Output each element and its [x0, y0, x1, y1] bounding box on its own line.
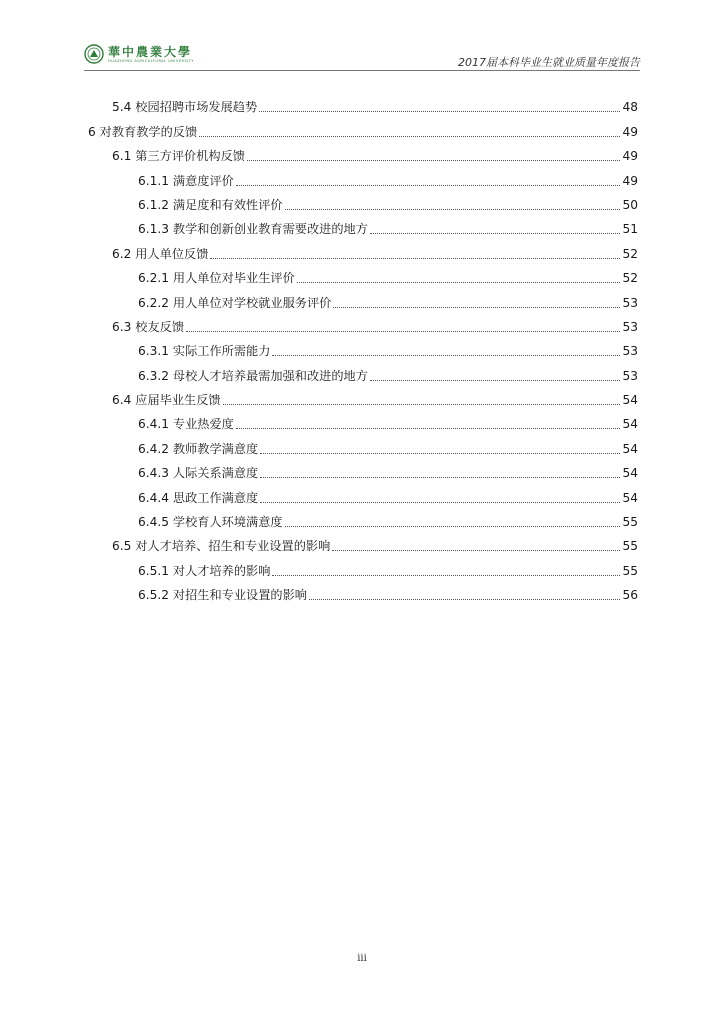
toc-entry[interactable]	[88, 554, 638, 578]
dot-leader	[370, 380, 621, 381]
dot-leader	[259, 111, 620, 112]
toc-entry-title: 6.4.4 思政工作满意度	[138, 490, 259, 505]
page-header	[84, 44, 640, 74]
toc-entry-title: 6.4.3 人际关系满意度	[138, 466, 259, 481]
dot-leader	[260, 477, 620, 478]
table-of-contents	[88, 91, 638, 603]
report-title: 2017届本科毕业生就业质量年度报告	[458, 56, 640, 69]
toc-entry-page: 53	[622, 368, 638, 383]
toc-entry[interactable]	[88, 530, 638, 554]
toc-entry-page: 55	[622, 515, 638, 530]
toc-entry-title: 6.4.5 学校育人环境满意度	[138, 515, 283, 530]
toc-entry-page: 49	[622, 149, 638, 164]
dot-leader	[260, 502, 620, 503]
dot-leader	[297, 282, 621, 283]
toc-entry[interactable]	[88, 286, 638, 310]
toc-entry-page: 54	[622, 466, 638, 481]
toc-entry-title: 6.3.1 实际工作所需能力	[138, 344, 271, 359]
toc-entry-page: 55	[622, 539, 638, 554]
page-number: iii	[357, 953, 367, 964]
toc-entry[interactable]	[88, 408, 638, 432]
toc-entry-title: 6.5.1 对人才培养的影响	[138, 563, 271, 578]
toc-entry-page: 49	[622, 124, 638, 139]
dot-leader	[223, 404, 621, 405]
toc-entry[interactable]	[88, 506, 638, 530]
toc-entry-title: 5.4 校园招聘市场发展趋势	[112, 100, 258, 115]
university-logo	[84, 44, 194, 64]
dot-leader	[272, 575, 620, 576]
toc-entry[interactable]	[88, 237, 638, 261]
toc-entry[interactable]	[88, 115, 638, 139]
toc-entry-page: 53	[622, 344, 638, 359]
toc-entry[interactable]	[88, 213, 638, 237]
toc-entry-page: 52	[622, 271, 638, 286]
toc-entry[interactable]	[88, 335, 638, 359]
dot-leader	[186, 331, 620, 332]
dot-leader	[247, 160, 621, 161]
toc-entry[interactable]	[88, 457, 638, 481]
toc-entry-title: 6.1 第三方评价机构反馈	[112, 149, 245, 164]
toc-entry-page: 51	[622, 222, 638, 237]
toc-entry-page: 55	[622, 563, 638, 578]
toc-entry-title: 6.3.2 母校人才培养最需加强和改进的地方	[138, 368, 368, 383]
university-seal-icon	[84, 44, 104, 64]
toc-entry[interactable]	[88, 359, 638, 383]
dot-leader	[199, 136, 620, 137]
toc-entry[interactable]	[88, 140, 638, 164]
toc-entry-title: 6.1.1 满意度评价	[138, 173, 234, 188]
toc-entry-title: 6.2 用人单位反馈	[112, 246, 209, 261]
toc-entry-title: 6.2.1 用人单位对毕业生评价	[138, 271, 295, 286]
toc-entry[interactable]	[88, 164, 638, 188]
toc-entry[interactable]	[88, 262, 638, 286]
toc-entry-page: 54	[622, 490, 638, 505]
logo-chinese-name: 華中農業大學	[108, 44, 193, 59]
toc-entry-title: 6.4 应届毕业生反馈	[112, 393, 221, 408]
toc-entry-page: 49	[622, 173, 638, 188]
toc-entry-title: 6.1.2 满足度和有效性评价	[138, 197, 283, 212]
dot-leader	[332, 550, 620, 551]
toc-entry-page: 53	[622, 295, 638, 310]
dot-leader	[236, 185, 621, 186]
toc-entry-title: 6.4.2 教师教学满意度	[138, 441, 259, 456]
toc-entry-title: 6 对教育教学的反馈	[88, 124, 198, 139]
dot-leader	[260, 453, 620, 454]
toc-entry-page: 52	[622, 246, 638, 261]
dot-leader	[309, 599, 621, 600]
dot-leader	[285, 526, 621, 527]
toc-entry-title: 6.3 校友反馈	[112, 319, 185, 334]
toc-entry-page: 56	[622, 588, 638, 603]
toc-entry[interactable]	[88, 432, 638, 456]
toc-entry-page: 53	[622, 319, 638, 334]
toc-entry-title: 6.5.2 对招生和专业设置的影响	[138, 588, 307, 603]
toc-entry[interactable]	[88, 91, 638, 115]
toc-entry[interactable]	[88, 481, 638, 505]
toc-entry-title: 6.4.1 专业热爱度	[138, 417, 234, 432]
header-divider	[84, 70, 640, 71]
toc-entry-title: 6.2.2 用人单位对学校就业服务评价	[138, 295, 332, 310]
toc-entry[interactable]	[88, 384, 638, 408]
toc-entry-page: 54	[622, 417, 638, 432]
dot-leader	[333, 307, 620, 308]
toc-entry[interactable]	[88, 189, 638, 213]
dot-leader	[210, 258, 620, 259]
toc-entry-page: 50	[622, 197, 638, 212]
toc-entry-title: 6.5 对人才培养、招生和专业设置的影响	[112, 539, 331, 554]
dot-leader	[272, 355, 620, 356]
dot-leader	[285, 209, 621, 210]
toc-entry[interactable]	[88, 579, 638, 603]
toc-entry-title: 6.1.3 教学和创新创业教育需要改进的地方	[138, 222, 368, 237]
toc-entry-page: 54	[622, 441, 638, 456]
dot-leader	[236, 428, 621, 429]
toc-entry-page: 48	[622, 100, 638, 115]
toc-entry-page: 54	[622, 393, 638, 408]
toc-entry[interactable]	[88, 311, 638, 335]
dot-leader	[370, 233, 621, 234]
logo-english-name: HUAZHONG AGRICULTURAL UNIVERSITY	[108, 58, 195, 63]
